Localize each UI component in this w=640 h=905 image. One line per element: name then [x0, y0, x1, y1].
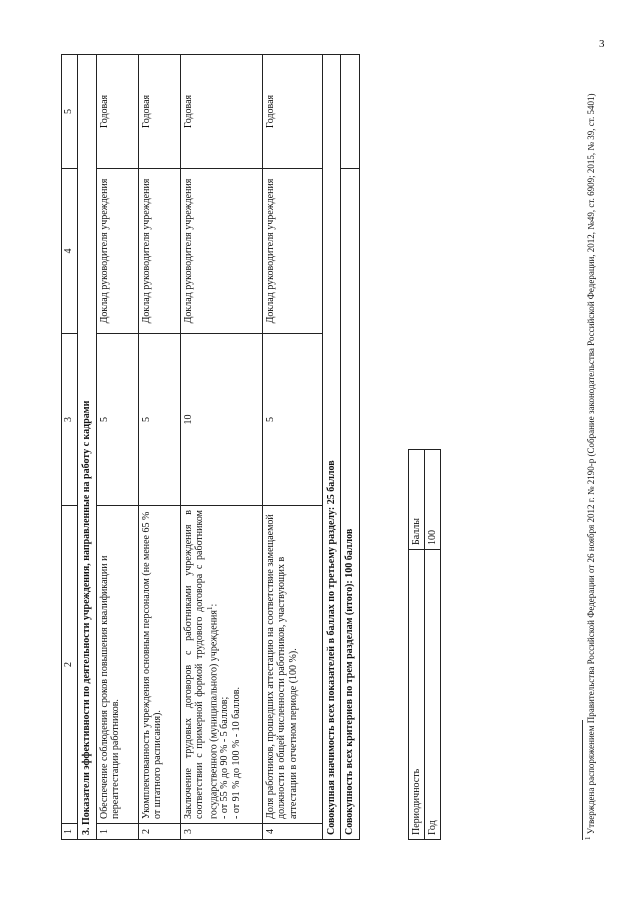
points-total-value: 100 [425, 450, 441, 550]
indicator-tail: : [207, 603, 219, 607]
periodicity: Годовая [96, 55, 138, 169]
periodicity-header-row [409, 450, 425, 840]
grand-total-empty-cell [341, 55, 360, 169]
data-source: Доклад руководителя учреждения [96, 169, 138, 334]
section-total: Совокупная значимость всех показателей в баллах по третьему разделу: 25 баллов [322, 55, 341, 840]
points-value: 5 [262, 334, 322, 506]
section-total-row [322, 55, 341, 840]
row-number: 2 [138, 824, 180, 840]
footnote-mark: 1 [205, 606, 214, 610]
points-header: Баллы [409, 450, 425, 550]
footnote [584, 60, 597, 840]
indicator-text: Доля работников, прошедших аттестацию на соответствие замещаемой должности в общей численности работников, участвующих в аттестации в отчетном периоде (100 %). [262, 506, 322, 824]
periodicity-points-table [408, 449, 441, 840]
periodicity-header: Периодичность [409, 550, 425, 840]
table-row [96, 55, 138, 840]
rotated-page-content [8, 40, 608, 880]
section-title: 3. Показатели эффективности по деятельности учреждения, направленные на работу с кадрами [78, 55, 97, 840]
indicator-scale-line: - от 55 % до 90 % - 5 баллов; [219, 696, 231, 819]
periodicity-value-row [425, 450, 441, 840]
page-number: 3 [599, 38, 605, 50]
periodicity: Годовая [138, 55, 180, 169]
data-source: Доклад руководителя учреждения [180, 169, 262, 334]
row-number: 3 [180, 824, 262, 840]
footnote-separator [582, 720, 583, 840]
row-number: 1 [96, 824, 138, 840]
points-value: 5 [96, 334, 138, 506]
data-source: Доклад руководителя учреждения [262, 169, 322, 334]
periodicity: Годовая [262, 55, 322, 169]
periodicity: Годовая [180, 55, 262, 169]
indicator-text [180, 506, 262, 824]
indicator-main-text: Заключение трудовых договоров с работниками учреждения в соответствии с примерной формой трудового договора с работником государственного (муниципального) учреждения [182, 510, 219, 819]
table-row [262, 55, 322, 840]
grand-total: Совокупность всех критериев по трем разделам (итого): 100 баллов [341, 169, 360, 840]
points-value: 10 [180, 334, 262, 506]
section-title-row [78, 55, 97, 840]
points-value: 5 [138, 334, 180, 506]
indicators-table [61, 54, 360, 840]
footnote-number: 1 [584, 836, 592, 840]
table-row [180, 55, 262, 840]
col-number-2: 2 [62, 506, 78, 824]
indicator-text: Обеспечение соблюдения сроков повышения квалификации и переаттестации работников. [96, 506, 138, 824]
table-row [138, 55, 180, 840]
periodicity-value: Год [425, 550, 441, 840]
row-number: 4 [262, 824, 322, 840]
footnote-text: Утверждена распоряжением Правительства Российской Федерации от 26 ноября 2012 г. № 2190-р (Собрание законодательства Российской Федерации, 2012, №49, ст. 6909; 2015, № 39, ст. 5401) [586, 93, 596, 835]
data-source: Доклад руководителя учреждения [138, 169, 180, 334]
indicator-text: Укомплектованность учреждения основным персоналом (не менее 65 % от штатного расписания). [138, 506, 180, 824]
grand-total-row [341, 55, 360, 840]
col-number-1: 1 [62, 824, 78, 840]
col-number-5: 5 [62, 55, 78, 169]
column-number-row [62, 55, 78, 840]
col-number-4: 4 [62, 169, 78, 334]
col-number-3: 3 [62, 334, 78, 506]
indicator-scale-line: - от 91 % до 100 % - 10 баллов. [230, 687, 242, 819]
